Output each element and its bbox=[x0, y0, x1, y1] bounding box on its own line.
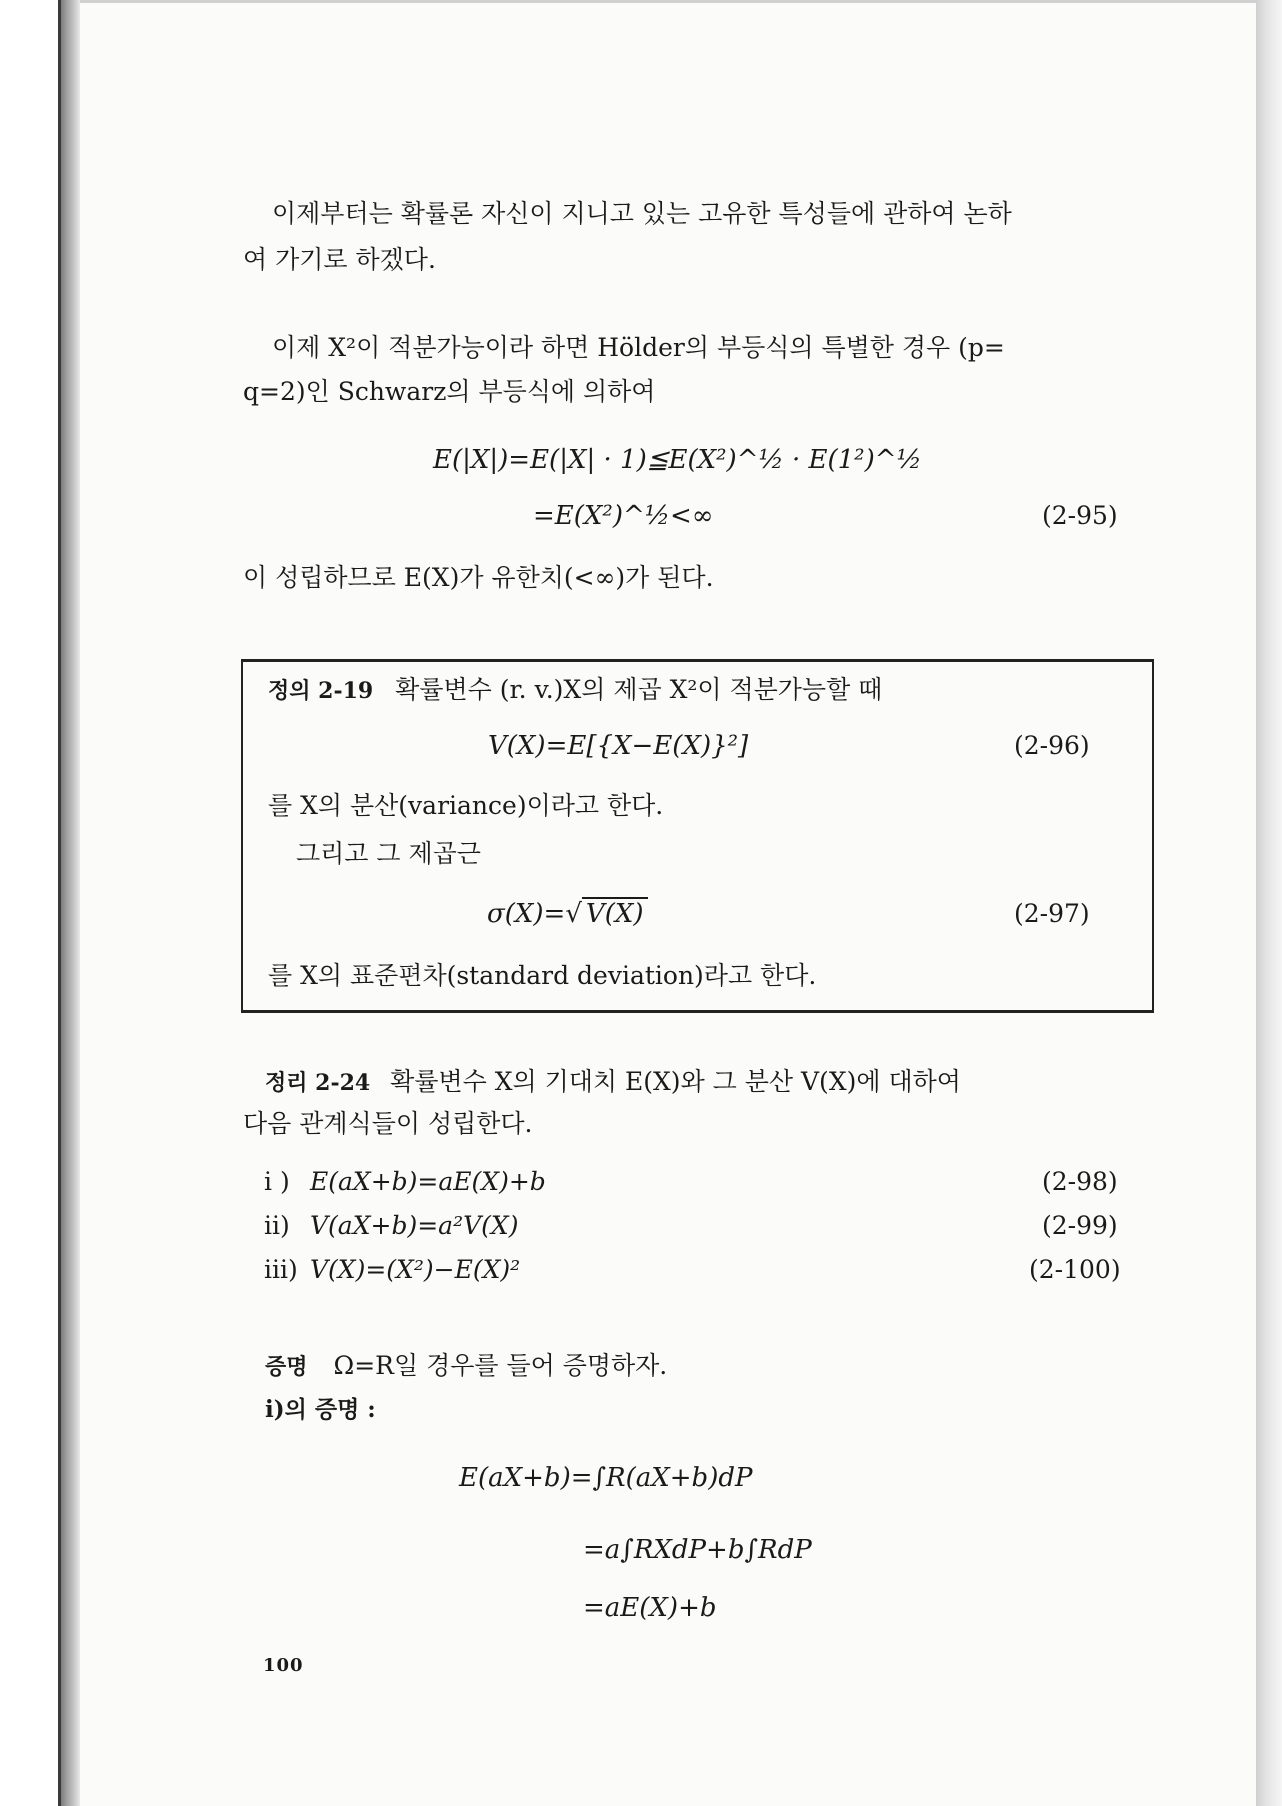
equation-number-2-95: (2-95) bbox=[1042, 501, 1118, 530]
schwarz-line-1: 이제 X²이 적분가능이라 하면 Hölder의 부등식의 특별한 경우 (p= bbox=[272, 333, 1005, 362]
item-roman: i ) bbox=[264, 1167, 290, 1196]
definition-line-2: 를 X의 분산(variance)이라고 한다. bbox=[268, 791, 664, 820]
item-formula: E(aX+b)=aE(X)+b bbox=[310, 1167, 546, 1196]
definition-label: 정의 2-19 bbox=[268, 678, 374, 704]
proof-label: 증명 bbox=[265, 1354, 308, 1380]
item-roman: ii) bbox=[264, 1211, 290, 1240]
proof-equation-3: =aE(X)+b bbox=[583, 1593, 717, 1623]
intro-line-2: 여 가기로 하겠다. bbox=[243, 245, 436, 274]
sqrt-sign: √ bbox=[565, 899, 582, 929]
equation-2-95-line-2: =E(X²)^½<∞ bbox=[533, 501, 714, 531]
page-right-shadow bbox=[1256, 0, 1282, 1806]
equation-2-97-lhs: σ(X)= bbox=[487, 899, 566, 929]
item-roman: iii) bbox=[264, 1255, 298, 1284]
item-formula: V(X)=(X²)−E(X)² bbox=[310, 1255, 521, 1284]
theorem-item-1 bbox=[264, 1165, 546, 1199]
book-spine bbox=[58, 0, 80, 1806]
theorem-label: 정리 2-24 bbox=[265, 1070, 371, 1096]
equation-number-2-98: (2-98) bbox=[1042, 1167, 1118, 1196]
schwarz-line-2: q=2)인 Schwarz의 부등식에 의하여 bbox=[243, 377, 656, 406]
equation-number-2-99: (2-99) bbox=[1042, 1211, 1118, 1240]
item-formula: V(aX+b)=a²V(X) bbox=[310, 1211, 519, 1240]
definition-heading bbox=[268, 673, 882, 708]
intro-line-1: 이제부터는 확률론 자신이 지니고 있는 고유한 특성들에 관하여 논하 bbox=[272, 199, 1012, 228]
definition-text: 확률변수 (r. v.)X의 제곱 X²이 적분가능할 때 bbox=[395, 675, 883, 704]
page-top-edge bbox=[80, 0, 1256, 3]
equation-number-2-100: (2-100) bbox=[1029, 1255, 1121, 1284]
proof-heading bbox=[265, 1349, 667, 1384]
theorem-item-3 bbox=[264, 1253, 520, 1287]
equation-2-97-radicand: V(X) bbox=[582, 897, 648, 929]
theorem-item-2 bbox=[264, 1209, 518, 1243]
proof-text: Ω=R일 경우를 들어 증명하자. bbox=[333, 1351, 668, 1380]
definition-line-4: 를 X의 표준편차(standard deviation)라고 한다. bbox=[268, 961, 817, 990]
page-number: 100 bbox=[263, 1655, 304, 1676]
definition-line-3: 그리고 그 제곱근 bbox=[296, 839, 481, 868]
proof-sub-label: i)의 증명 : bbox=[265, 1396, 376, 1423]
equation-2-96: V(X)=E[{X−E(X)}²] bbox=[488, 731, 749, 761]
book-spine-edge bbox=[58, 0, 61, 1806]
equation-2-95-line-1: E(|X|)=E(|X| · 1)≦E(X²)^½ · E(1²)^½ bbox=[433, 445, 922, 475]
equation-number-2-96: (2-96) bbox=[1014, 731, 1090, 760]
equation-number-2-97: (2-97) bbox=[1014, 899, 1090, 928]
equation-2-97 bbox=[487, 897, 648, 931]
proof-equation-1: E(aX+b)=∫R(aX+b)dP bbox=[459, 1463, 753, 1493]
theorem-line-2: 다음 관계식들이 성립한다. bbox=[243, 1109, 533, 1138]
proof-equation-2: =a∫RXdP+b∫RdP bbox=[583, 1535, 812, 1565]
theorem-heading bbox=[265, 1065, 961, 1100]
theorem-text: 확률변수 X의 기대치 E(X)와 그 분산 V(X)에 대하여 bbox=[390, 1067, 961, 1096]
schwarz-conclusion: 이 성립하므로 E(X)가 유한치(<∞)가 된다. bbox=[243, 563, 714, 592]
